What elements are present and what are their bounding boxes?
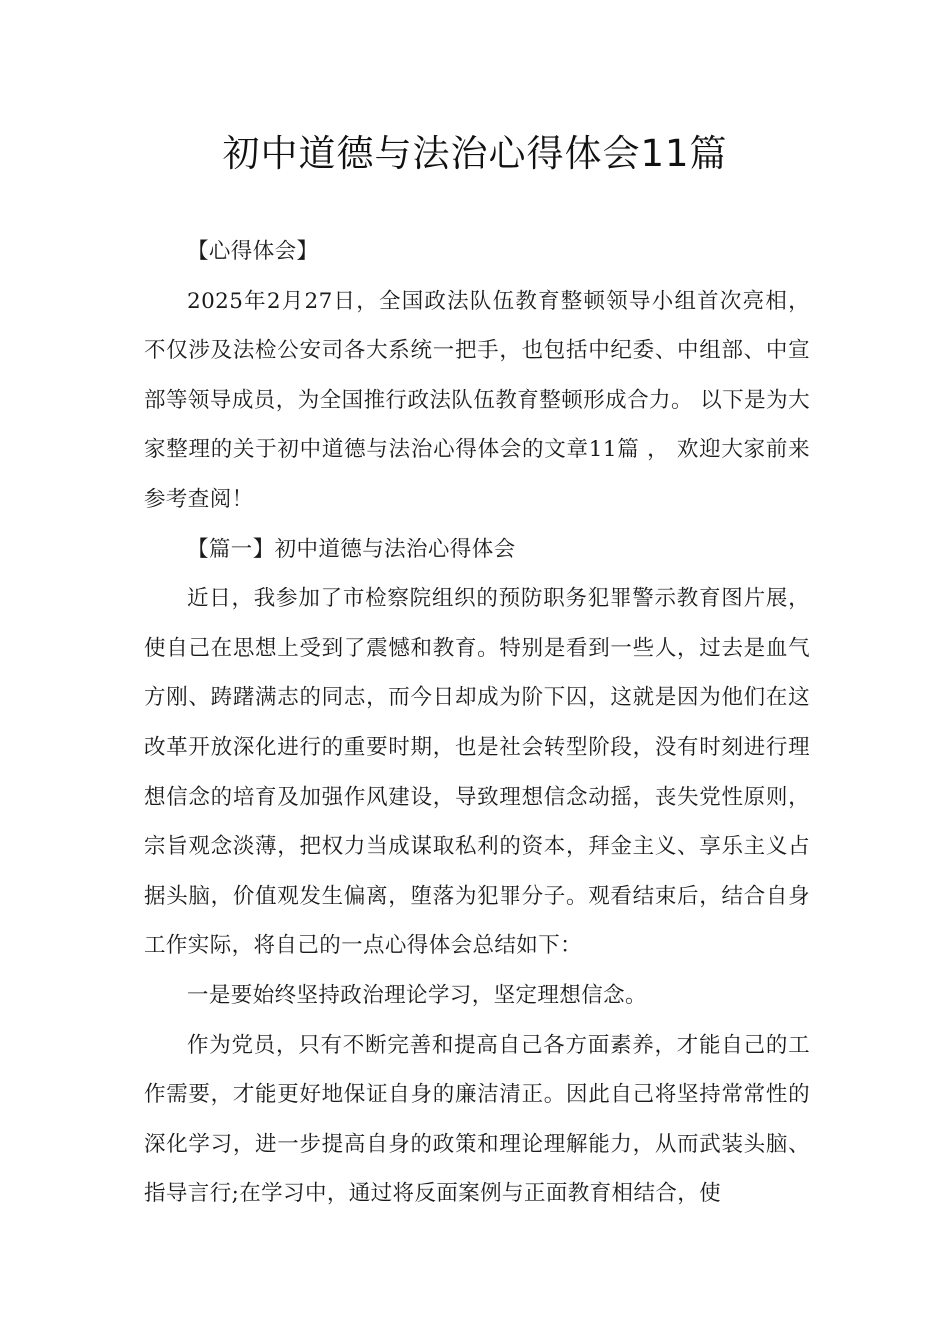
intro-paragraph: 2025年2月27日，全国政法队伍教育整顿领导小组首次亮相，不仅涉及法检公安司各大系统一把手，也包括中纪委、中组部、中宣部等领导成员，为全国推行政法队伍教育整顿形成合力。 以下是为大家整理的关于初中道德与法治心得体会的文章11篇 ， 欢迎大家前来参考查阅！ [144, 288, 810, 512]
document-body [144, 227, 810, 1219]
document-title: 初中道德与法治心得体会11篇 [222, 132, 728, 175]
body-paragraph: 一是要始终坚持政治理论学习，坚定理想信念。 [187, 982, 647, 1008]
section-heading-xinde: 【心得体会】 [187, 239, 319, 264]
section-heading-part-one: 【篇一】初中道德与法治心得体会 [187, 536, 516, 562]
body-paragraph: 近日，我参加了市检察院组织的预防职务犯罪警示教育图片展，使自己在思想上受到了震憾和教育。特别是看到一些人，过去是血气方刚、踌躇满志的同志，而今日却成为阶下囚，这就是因为他们在这改革开放深化进行的重要时期，也是社会转型阶段，没有时刻进行理想信念的培育及加强作风建设，导致理想信念动摇，丧失党性原则，宗旨观念淡薄，把权力当成谋取私利的资本，拜金主义、享乐主义占据头脑，价值观发生偏离，堕落为犯罪分子。观看结束后，结合自身工作实际，将自己的一点心得体会总结如下： [144, 586, 810, 959]
body-paragraph: 作为党员，只有不断完善和提高自己各方面素养，才能自己的工作需要，才能更好地保证自身的廉洁清正。因此自己将坚持常常性的深化学习，进一步提高自身的政策和理论理解能力，从而武装头脑、指导言行;在学习中，通过将反面案例与正面教育相结合，使 [144, 1032, 810, 1207]
